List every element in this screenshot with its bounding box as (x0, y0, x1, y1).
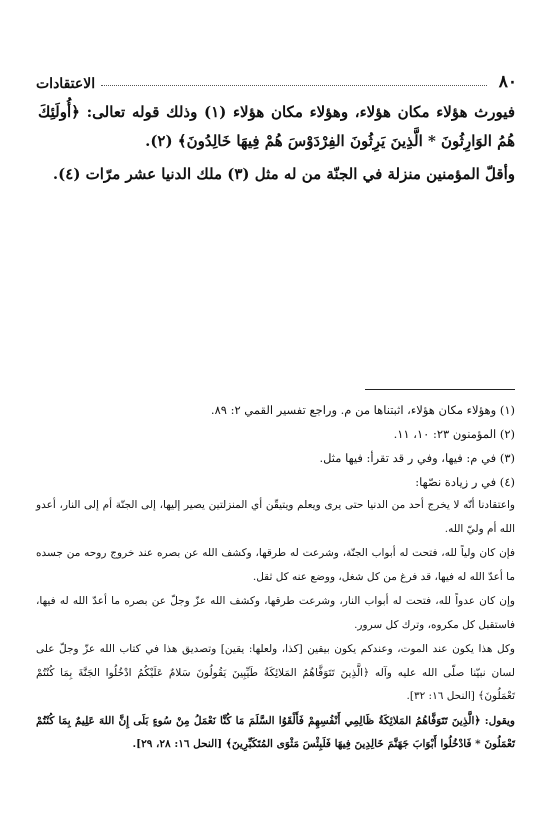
footnote-3: (٣) في م: فيها، وفي ر قد تقرأ: فيها مثل. (319, 451, 515, 465)
header-dotted-leader (101, 84, 487, 86)
quote-paragraph: واعتقادنا أنّه لا يخرج أحد من الدنيا حتى يرى ويعلم ويتيقّن أي المنزلتين يصير إليها، إلى الجنّة أم إلى النار، أعدو الله أم وليّ الله. (36, 499, 515, 535)
page-header (36, 66, 517, 92)
running-title: الاعتقادات (36, 76, 96, 92)
page-number: ٨٠ (498, 72, 517, 92)
main-text (38, 98, 515, 189)
footnote-2: (٢) المؤمنون ٢٣: ١٠، ١١. (393, 427, 515, 441)
main-paragraph: فيورث هؤلاء مكان هؤلاء، وهؤلاء مكان هؤلاء (١) وذلك قوله تعالى: ﴿أُولَئِكَ هُمُ الوَارِثُونَ * الَّذِينَ يَرِثُونَ الفِرْدَوْسَ هُمْ فِيهَا خَالِدُونَ﴾ (٢). (38, 103, 515, 150)
main-paragraph: وأقلّ المؤمنين منزلة في الجنّة من له مثل (٣) ملك الدنيا عشر مرّات (٤). (52, 165, 515, 183)
footnote-separator (365, 389, 515, 390)
quote-paragraph: وإن كان عدواً لله، فتحت له أبواب النار، وشرعت طرقها، وكشف الله عزّ وجلّ عن بصره ما أعدّ الله له فيها، فاستقبل كل مكروه، وترك كل سرور. (36, 595, 515, 631)
footnote-4-quotation (36, 494, 515, 757)
quote-paragraph: وكل هذا يكون عند الموت، وعندكم يكون بيقين [كذا، ولعلها: يقين] وتصديق هذا في كتاب الله عزّ وجلّ على لسان نبيّنا صلّى الله عليه وآله ﴿الَّذِينَ تَتَوَفَّاهُمُ المَلائِكَةُ طَيِّبِينَ يَقُولُونَ سَلامٌ عَلَيْكُمُ ادْخُلُوا الجَنَّةَ بِمَا كُنْتُمْ تَعْمَلُونَ﴾ [النحل ١٦: ٣٢]. (36, 643, 515, 702)
footnote-4: (٤) في ر زيادة نصّها: (415, 475, 515, 489)
quote-paragraph: ويقول: ﴿الَّذِينَ تَتَوَفَّاهُمُ المَلائِكَةُ ظَالِمِي أَنْفُسِهِمْ فَأَلْقَوُا السَّلَمَ مَا كُنَّا نَعْمَلُ مِنْ سُوءٍ بَلَى إِنَّ اللهَ عَلِيمٌ بِمَا كُنْتُمْ تَعْمَلُونَ * فَادْخُلُوا أَبْوَابَ جَهَنَّمَ خَالِدِينَ فِيهَا فَلَبِئْسَ مَثْوَى المُتَكَبِّرِينَ﴾ [النحل ١٦: ٢٨، ٢٩]. (36, 714, 515, 750)
footnote-1: (١) وهؤلاء مكان هؤلاء، اثبتناها من م. وراجع تفسير القمي ٢: ٨٩. (210, 403, 515, 417)
footnotes (36, 398, 515, 757)
quote-paragraph: فإن كان ولياً لله، فتحت له أبواب الجنّة، وشرعت له طرقها، وكشف الله عن بصره عند خروج روحه من جسده ما أعدّ الله له فيها، قد فرغ من كل شغل، ووضع عنه كل ثقل. (36, 547, 515, 583)
